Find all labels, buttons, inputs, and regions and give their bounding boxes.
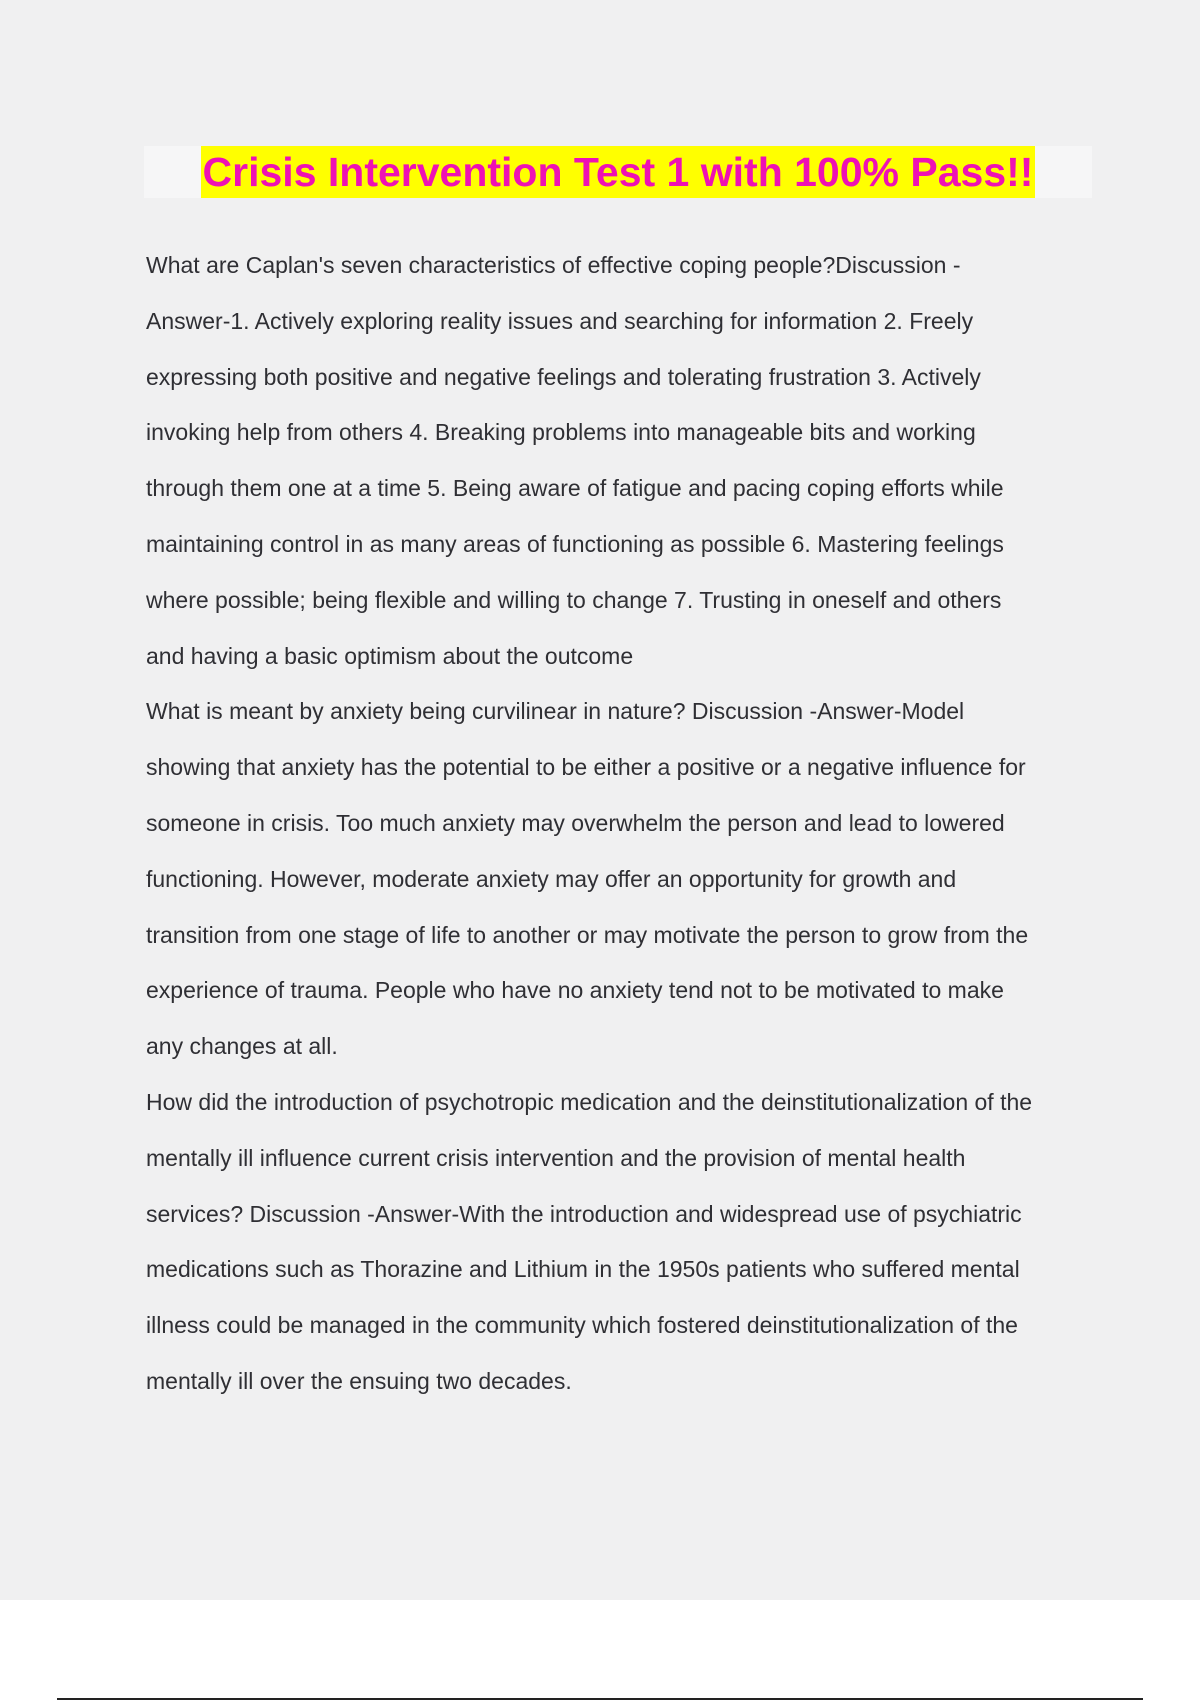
body-line: functioning. However, moderate anxiety may offer an opportunity for growth and <box>146 865 957 892</box>
document-title: Crisis Intervention Test 1 with 100% Pass!! <box>201 146 1036 198</box>
body-line: mentally ill influence current crisis intervention and the provision of mental health <box>146 1144 966 1171</box>
body-line: someone in crisis. Too much anxiety may overwhelm the person and lead to lowered <box>146 809 1005 836</box>
body-line: invoking help from others 4. Breaking problems into manageable bits and working <box>146 419 976 446</box>
body-line: illness could be managed in the community which fostered deinstitutionalization of the <box>146 1312 1018 1339</box>
body-line: where possible; being flexible and willing to change 7. Trusting in oneself and others <box>146 586 1002 613</box>
body-line: services? Discussion -Answer-With the introduction and widespread use of psychiatric <box>146 1200 1022 1227</box>
body-line: maintaining control in as many areas of functioning as possible 6. Mastering feelings <box>146 530 1004 557</box>
body-line: and having a basic optimism about the outcome <box>146 642 634 669</box>
body-line: expressing both positive and negative feelings and tolerating frustration 3. Actively <box>146 363 981 390</box>
body-line: Answer-1. Actively exploring reality issues and searching for information 2. Freely <box>146 307 974 334</box>
body-line: How did the introduction of psychotropic medication and the deinstitutionalization of the <box>146 1088 1033 1115</box>
body-line: What is meant by anxiety being curvilinear in nature? Discussion -Answer-Model <box>146 698 965 725</box>
body-line: through them one at a time 5. Being aware of fatigue and pacing coping efforts while <box>146 475 1004 502</box>
body-line: mentally ill over the ensuing two decades. <box>146 1367 572 1394</box>
title-banner <box>144 146 1092 198</box>
body-line: experience of trauma. People who have no anxiety tend not to be motivated to make <box>146 977 1004 1004</box>
body-line: What are Caplan's seven characteristics of effective coping people?Discussion - <box>146 252 961 278</box>
body-line: transition from one stage of life to another or may motivate the person to grow from the <box>146 921 1029 948</box>
body-line: medications such as Thorazine and Lithium in the 1950s patients who suffered mental <box>146 1256 1020 1283</box>
document-body <box>146 238 1086 1410</box>
body-line: any changes at all. <box>146 1033 338 1060</box>
body-line: showing that anxiety has the potential to be either a positive or a negative influence for <box>146 754 1026 781</box>
